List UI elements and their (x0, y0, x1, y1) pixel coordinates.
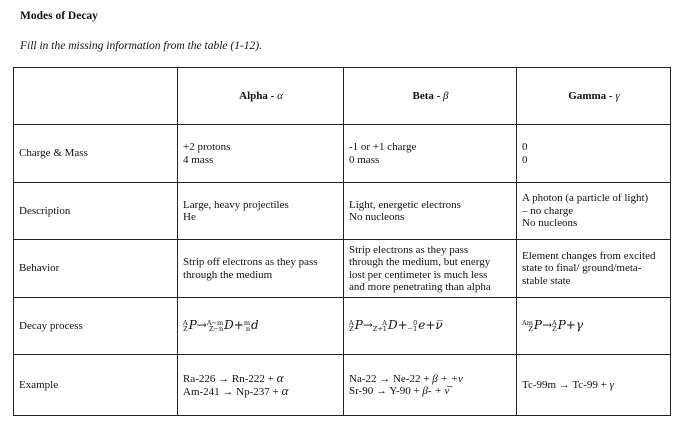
cell-gamma: A photon (a particle of light) – no charge No nucleons (517, 183, 671, 240)
instructions: Fill in the missing information from the table (1-12). (20, 40, 263, 52)
beta-symbol: β (443, 89, 449, 102)
cell-beta: Strip electrons as they pass through the medium, but energy lost per centimeter is much less and more penetrating than alpha (344, 240, 517, 298)
alpha-symbol: α (277, 89, 283, 102)
gamma-decay-equation: Am Z P→ A Z P+γ (522, 318, 584, 333)
row-label: Behavior (14, 240, 178, 298)
row-description (14, 183, 671, 240)
alpha-decay-equation: A Z P→ A−m Z−n D+ m n d (183, 318, 259, 333)
row-behavior (14, 240, 671, 298)
cell-alpha: +2 protons 4 mass (178, 125, 344, 183)
cell-alpha: Large, heavy projectiles He (178, 183, 344, 240)
cell-alpha: Strip off electrons as they pass through the medium (178, 240, 344, 298)
row-example (14, 355, 671, 416)
header-row (14, 68, 671, 125)
row-decay-process (14, 298, 671, 355)
page-title: Modes of Decay (20, 10, 98, 22)
row-label: Charge & Mass (14, 125, 178, 183)
row-label: Example (14, 355, 178, 416)
gamma-symbol: γ (615, 89, 620, 102)
cell-gamma: Tc-99m → Tc-99 + γ (517, 355, 671, 416)
row-label: Description (14, 183, 178, 240)
row-charge-mass (14, 125, 671, 183)
cell-beta: Light, energetic electrons No nucleons (344, 183, 517, 240)
header-gamma: Gamma - γ (517, 68, 671, 125)
cell-alpha (178, 298, 344, 355)
cell-gamma (517, 298, 671, 355)
cell-beta: -1 or +1 charge 0 mass (344, 125, 517, 183)
row-label: Decay process (14, 298, 178, 355)
header-empty (14, 68, 178, 125)
header-alpha: Alpha - α (178, 68, 344, 125)
header-beta: Beta - β (344, 68, 517, 125)
cell-beta (344, 298, 517, 355)
cell-beta: Na-22 → Ne-22 + β + +ν Sr-90 → Y-90 + β- + ν̅ (344, 355, 517, 416)
cell-alpha: Ra-226 → Rn-222 + α Am-241 → Np-237 + α (178, 355, 344, 416)
decay-table (13, 67, 671, 416)
cell-gamma: 0 0 (517, 125, 671, 183)
beta-decay-equation: A Z P→ A Z+1 D+ 0 −1 e+ν̅ (349, 318, 443, 333)
cell-gamma: Element changes from excited state to final/ ground/meta- stable state (517, 240, 671, 298)
